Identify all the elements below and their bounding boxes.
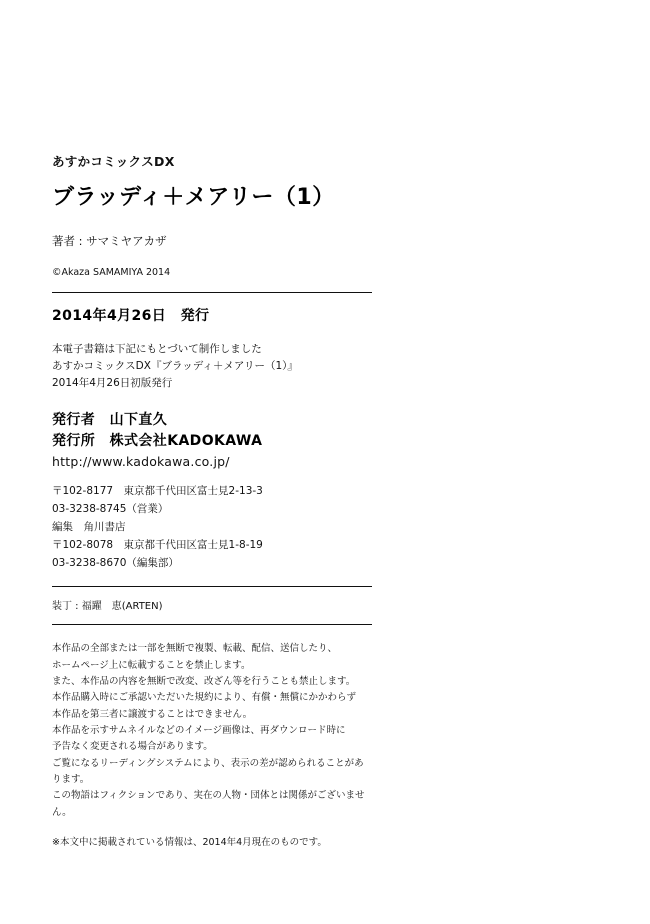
publication-date: 2014年4月26日 発行 [52, 308, 210, 324]
design-credit: 装丁 : 福躍 恵(ARTEN) [52, 601, 163, 613]
legal-line-10: ※本文中に掲載されている情報は、2014年4月現在のものです。 [52, 836, 327, 848]
address-block [52, 482, 372, 572]
book-title: ブラッディ＋メアリー（1） [52, 185, 335, 210]
publisher-block [52, 410, 372, 472]
legal-line-7: 予告なく変更される場合があります。 [52, 741, 213, 753]
copyright-line: ©Akaza SAMAMIYA 2014 [52, 267, 171, 278]
divider-bottom [52, 624, 372, 625]
divider-top [52, 292, 372, 293]
address-line-2: 03-3238-8745（営業） [52, 503, 169, 516]
source-note-line-1: 本電子書籍は下記にもとづいて制作しました [52, 343, 262, 355]
legal-notice [52, 641, 372, 821]
author-line: 著者 : サマミヤアカザ [52, 234, 167, 248]
address-line-3: 編集 角川書店 [52, 521, 126, 534]
legal-line-9: この物語はフィクションであり、実在の人物・団体とは関係がございません。 [52, 790, 365, 818]
source-note-line-3: 2014年4月26日初版発行 [52, 377, 173, 389]
legal-line-5: 本作品を第三者に譲渡することはできません。 [52, 708, 253, 720]
legal-line-2: ホームページ上に転載することを禁止します。 [52, 659, 251, 671]
address-line-5: 03-3238-8670（編集部） [52, 557, 179, 570]
source-note-line-2: あすかコミックスDX『ブラッディ＋メアリー（1）』 [52, 360, 298, 372]
legal-line-8: ご覧になるリーディングシステムにより、表示の差が認められることがあります。 [52, 757, 364, 785]
legal-line-6: 本作品を示すサムネイルなどのイメージ画像は、再ダウンロード時に [52, 724, 346, 736]
legal-line-1: 本作品の全部または一部を無断で複製、転載、配信、送信したり、 [52, 643, 338, 655]
source-note [52, 341, 372, 392]
address-line-4: 〒102-8078 東京都千代田区富士見1-8-19 [52, 539, 263, 552]
publisher-company: 発行所 株式会社KADOKAWA [52, 433, 263, 449]
publisher-url[interactable]: http://www.kadokawa.co.jp/ [52, 454, 230, 469]
divider-middle [52, 586, 372, 587]
legal-footnote [52, 835, 372, 851]
publisher-person: 発行者 山下直久 [52, 412, 168, 428]
legal-line-4: 本作品購入時にご承認いただいた規約により、有償・無償にかかわらず [52, 692, 357, 704]
colophon-block [52, 152, 372, 851]
series-label: あすかコミックスDX [52, 154, 175, 169]
address-line-1: 〒102-8177 東京都千代田区富士見2-13-3 [52, 485, 263, 497]
legal-line-3: また、本作品の内容を無断で改変、改ざん等を行うことも禁止します。 [52, 675, 356, 687]
